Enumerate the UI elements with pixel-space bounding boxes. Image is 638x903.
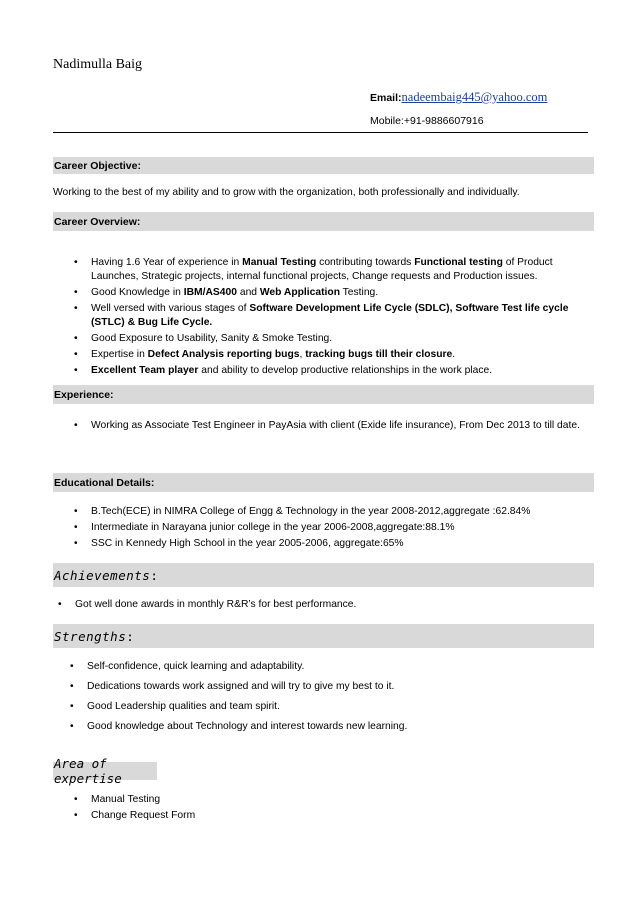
bullet-icon: • bbox=[74, 287, 78, 298]
area-of-expertise-list bbox=[74, 793, 491, 823]
list-item-text: Good knowledge about Technology and interest towards new learning. bbox=[87, 721, 408, 732]
bullet-icon: • bbox=[74, 522, 78, 533]
list-item-text: and ability to develop productive relationships in the work place. bbox=[198, 365, 493, 376]
list-item-text: Dedications towards work assigned and will try to give my best to it. bbox=[87, 681, 395, 692]
emphasis-text: Defect Analysis reporting bugs bbox=[147, 349, 300, 360]
emphasis-text: Web Application bbox=[259, 287, 340, 298]
achievements-list bbox=[58, 598, 575, 612]
list-item-text: , bbox=[299, 349, 306, 360]
bullet-icon: • bbox=[70, 681, 74, 692]
achievements-heading bbox=[53, 563, 594, 587]
header-divider bbox=[53, 132, 588, 133]
list-item-text: Good Exposure to Usability, Sanity & Smoke Testing. bbox=[91, 333, 333, 344]
bullet-icon: • bbox=[58, 599, 62, 610]
strengths-heading bbox=[53, 624, 594, 648]
bullet-icon: • bbox=[70, 701, 74, 712]
list-item bbox=[74, 537, 581, 551]
bullet-icon: • bbox=[74, 303, 78, 314]
achievements-heading-colon: : bbox=[150, 567, 159, 583]
achievements-heading-text: Achievements bbox=[54, 567, 151, 583]
bullet-icon: • bbox=[70, 661, 74, 672]
bullet-icon: • bbox=[74, 365, 78, 376]
emphasis-text: Manual Testing bbox=[242, 257, 317, 268]
list-item-text: Good Knowledge in bbox=[91, 287, 184, 298]
career-objective-text: Working to the best of my ability and to grow with the organization, both professionally and individually. bbox=[53, 187, 520, 198]
list-item bbox=[74, 793, 491, 807]
list-item-text: . bbox=[452, 349, 456, 360]
list-item-text: and bbox=[236, 287, 260, 298]
list-item bbox=[58, 598, 575, 612]
list-item-text: Having 1.6 Year of experience in bbox=[91, 257, 243, 268]
list-item bbox=[74, 332, 581, 346]
mobile-number: Mobile:+91-9886607916 bbox=[370, 115, 484, 127]
education-heading: Educational Details: bbox=[53, 473, 594, 492]
career-overview-heading: Career Overview: bbox=[53, 212, 594, 231]
list-item bbox=[74, 256, 581, 284]
experience-list bbox=[74, 419, 586, 433]
email-link[interactable]: nadeembaig445@yahoo.com bbox=[401, 90, 548, 104]
list-item bbox=[70, 700, 567, 714]
list-item bbox=[70, 660, 567, 674]
list-item-text: SSC in Kennedy High School in the year 2005-2006, aggregate:65% bbox=[91, 538, 404, 549]
list-item-text: Well versed with various stages of bbox=[91, 303, 250, 314]
list-item bbox=[74, 419, 586, 433]
list-item-text: Self-confidence, quick learning and adaptability. bbox=[87, 661, 305, 672]
bullet-icon: • bbox=[74, 810, 78, 821]
career-overview-list bbox=[74, 256, 581, 378]
email-line bbox=[370, 90, 547, 105]
list-item bbox=[74, 364, 581, 378]
bullet-icon: • bbox=[74, 333, 78, 344]
bullet-icon: • bbox=[74, 349, 78, 360]
list-item-text: Testing. bbox=[339, 287, 379, 298]
list-item-text: Working as Associate Test Engineer in PayAsia with client (Exide life insurance), From Dec 2013 to till date. bbox=[91, 420, 580, 431]
bullet-icon: • bbox=[74, 538, 78, 549]
list-item-text: Got well done awards in monthly R&R’s for best performance. bbox=[75, 599, 357, 610]
list-item bbox=[70, 680, 567, 694]
career-objective-heading: Career Objective: bbox=[53, 157, 594, 174]
education-list bbox=[74, 505, 581, 551]
list-item bbox=[70, 720, 567, 734]
list-item-text: Good Leadership qualities and team spirit. bbox=[87, 701, 280, 712]
list-item bbox=[74, 302, 581, 330]
list-item bbox=[74, 521, 581, 535]
strengths-heading-colon: : bbox=[126, 628, 135, 644]
emphasis-text: Excellent Team player bbox=[91, 365, 199, 376]
bullet-icon: • bbox=[74, 794, 78, 805]
strengths-heading-text: Strengths bbox=[54, 628, 127, 644]
list-item-text: Change Request Form bbox=[91, 810, 196, 821]
bullet-icon: • bbox=[74, 257, 78, 268]
area-of-expertise-heading: Area of expertise bbox=[53, 762, 157, 780]
emphasis-text: IBM/AS400 bbox=[183, 287, 237, 298]
list-item-text: Manual Testing bbox=[91, 794, 161, 805]
strengths-list bbox=[70, 660, 567, 734]
list-item bbox=[74, 809, 491, 823]
email-label: Email: bbox=[370, 92, 402, 104]
bullet-icon: • bbox=[74, 506, 78, 517]
experience-heading: Experience: bbox=[53, 385, 594, 404]
list-item-text: Intermediate in Narayana junior college in the year 2006-2008,aggregate:88.1% bbox=[91, 522, 455, 533]
candidate-name: Nadimulla Baig bbox=[53, 57, 143, 72]
list-item-text: Expertise in bbox=[91, 349, 148, 360]
list-item bbox=[74, 505, 581, 519]
bullet-icon: • bbox=[74, 420, 78, 431]
list-item-text: B.Tech(ECE) in NIMRA College of Engg & Technology in the year 2008-2012,aggregate :62.84% bbox=[91, 506, 531, 517]
list-item bbox=[74, 286, 581, 300]
list-item-text: contributing towards bbox=[316, 257, 415, 268]
list-item-text: of Product Launches, Strategic projects, internal functional projects, Change requests and Production issues. bbox=[91, 257, 553, 282]
bullet-icon: • bbox=[70, 721, 74, 732]
emphasis-text: Software Development Life Cycle (SDLC), Software Test life cycle (STLC) & Bug Life Cycle. bbox=[91, 303, 569, 328]
emphasis-text: tracking bugs till their closure bbox=[305, 349, 453, 360]
emphasis-text: Functional testing bbox=[414, 257, 503, 268]
list-item bbox=[74, 348, 581, 362]
